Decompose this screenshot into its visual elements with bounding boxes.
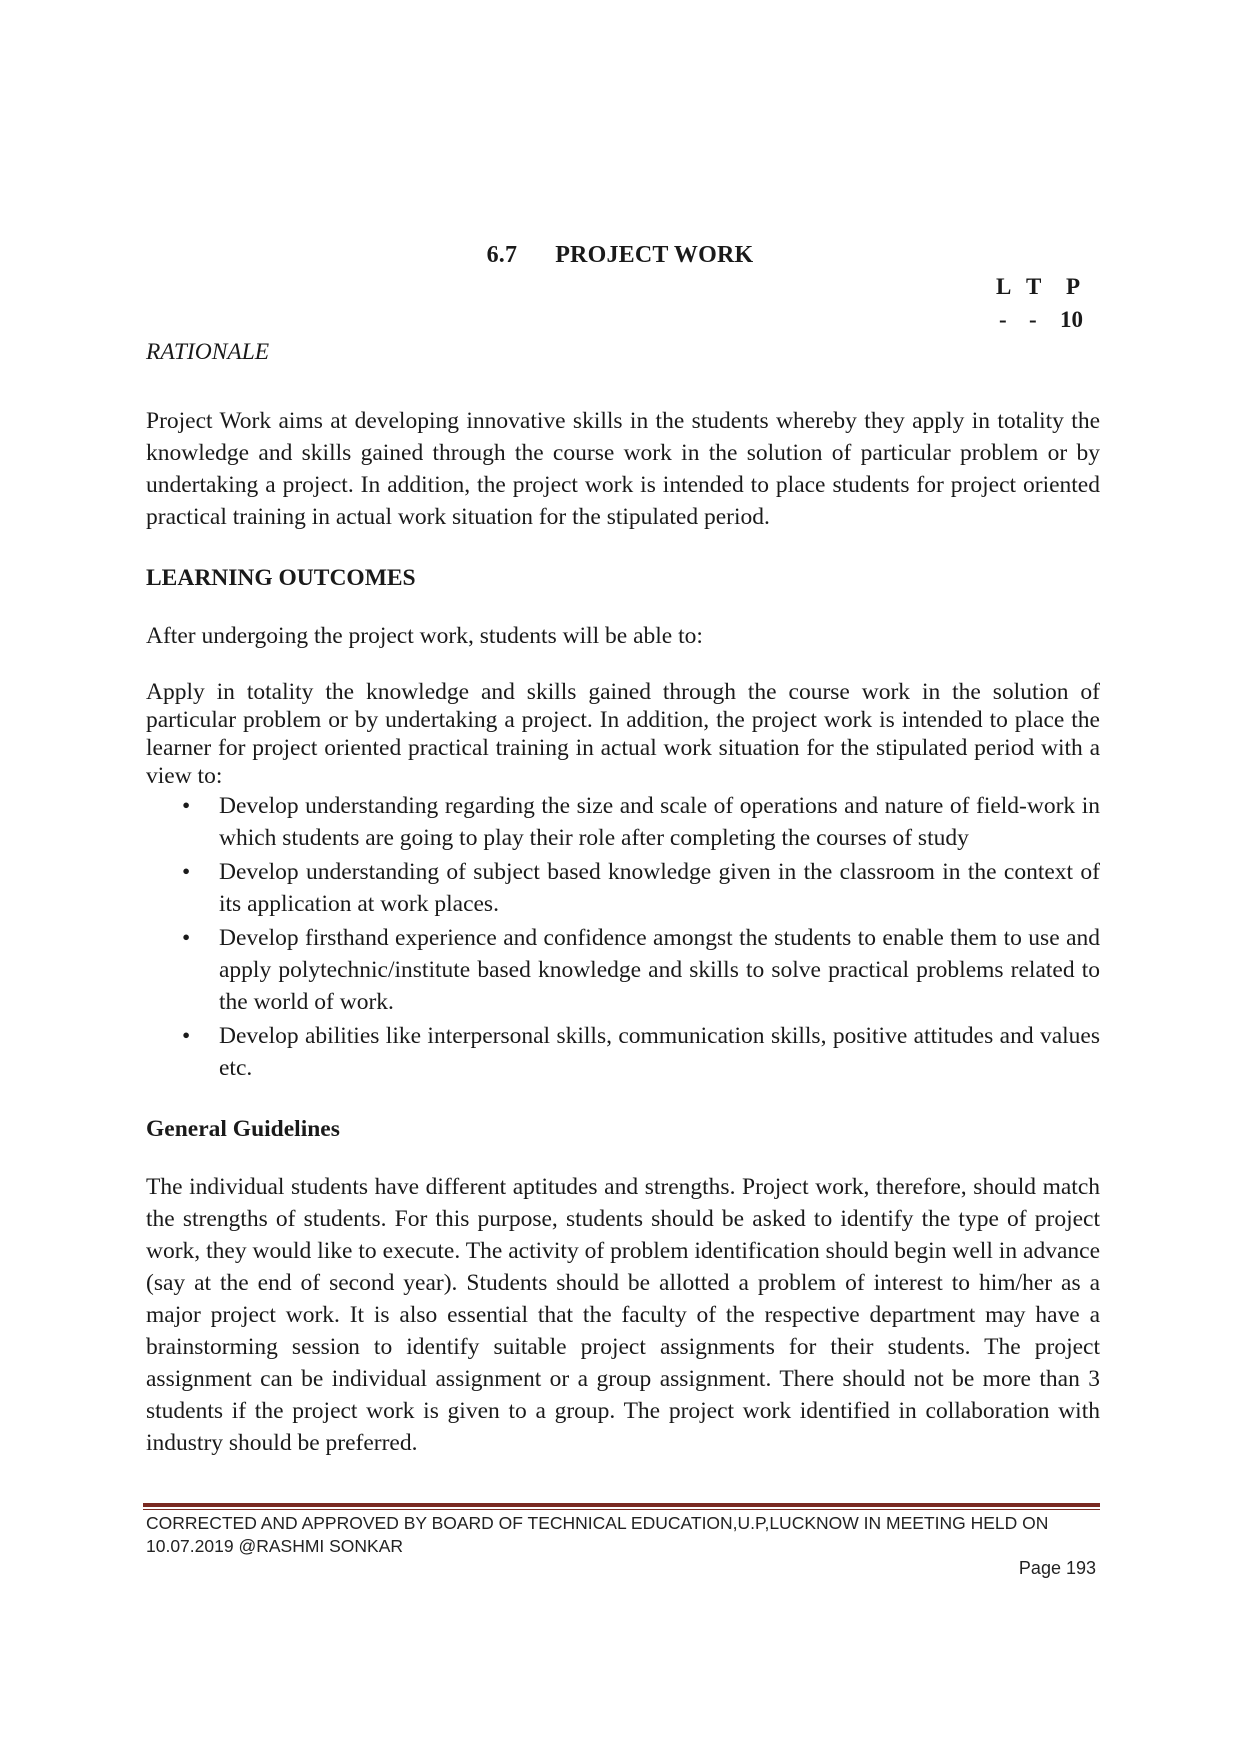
- list-item-text: Develop abilities like interpersonal skills, communication skills, positive attitudes and values etc.: [219, 1023, 1100, 1081]
- ltp-p-label: P: [1066, 274, 1081, 299]
- general-guidelines-heading: General Guidelines: [146, 1116, 340, 1142]
- learning-outcomes-paragraph: Apply in totality the knowledge and skills gained through the course work in the solution of particular problem or by undertaking a project. In addition, the project work is intended to place the learner for project oriented practical training in actual work situation for the stipulated period with a view to:: [146, 679, 1100, 789]
- general-guidelines-paragraph: The individual students have different aptitudes and strengths. Project work, therefore, should match the strengths of students. For this purpose, students should be asked to identify the type of project work, they would like to execute. The activity of problem identification should begin well in advance (say at the end of second year). Students should be allotted a problem of interest to him/her as a major project work. It is also essential that the faculty of the respective department may have a brainstorming session to identify suitable project assignments for their students. The project assignment can be individual assignment or a group assignment. There should not be more than 3 students if the project work is given to a group. The project work identified in collaboration with industry should be preferred.: [146, 1174, 1100, 1456]
- learning-outcomes-heading: LEARNING OUTCOMES: [146, 565, 416, 591]
- bullet-icon: •: [182, 925, 191, 951]
- list-item: [146, 1020, 1100, 1084]
- list-item: [146, 922, 1100, 1018]
- page-number: Page 193: [1018, 1558, 1096, 1578]
- learning-outcomes-intro: After undergoing the project work, students will be able to:: [146, 623, 703, 649]
- section-title: [0, 242, 1240, 269]
- list-item-text: Develop understanding regarding the size and scale of operations and nature of field-work in which students are going to play their role after completing the courses of study: [219, 793, 1100, 851]
- footer-divider-thick: [143, 1503, 1100, 1507]
- rationale-heading: RATIONALE: [146, 339, 270, 365]
- section-title-text: PROJECT WORK: [555, 242, 754, 268]
- rationale-paragraph: Project Work aims at developing innovative skills in the students whereby they apply in totality the knowledge and skills gained through the course work in the solution of particular problem or by undertaking a project. In addition, the project work is intended to place students for project oriented practical training in actual work situation for the stipulated period.: [146, 408, 1100, 530]
- learning-outcomes-list: [146, 790, 1100, 1086]
- ltp-p-value: 10: [1060, 307, 1083, 332]
- footer-approval-note: CORRECTED AND APPROVED BY BOARD OF TECHNICAL EDUCATION,U.P,LUCKNOW IN MEETING HELD ON 10.07.2019 @RASHMI SONKAR: [146, 1513, 1049, 1556]
- footer-divider-thin: [143, 1509, 1100, 1510]
- section-number: 6.7: [486, 242, 518, 268]
- list-item: [146, 856, 1100, 920]
- ltp-l-label: L: [996, 274, 1012, 299]
- list-item-text: Develop firsthand experience and confidence amongst the students to enable them to use and apply polytechnic/institute based knowledge and skills to solve practical problems related to the world of work.: [219, 925, 1100, 1015]
- ltp-t-value: -: [1029, 307, 1037, 332]
- bullet-icon: •: [182, 1023, 191, 1049]
- ltp-t-label: T: [1026, 274, 1042, 299]
- ltp-l-value: -: [999, 307, 1007, 332]
- list-item-text: Develop understanding of subject based knowledge given in the classroom in the context of its application at work places.: [219, 859, 1100, 917]
- list-item: [146, 790, 1100, 854]
- bullet-icon: •: [182, 859, 191, 885]
- bullet-icon: •: [182, 793, 191, 819]
